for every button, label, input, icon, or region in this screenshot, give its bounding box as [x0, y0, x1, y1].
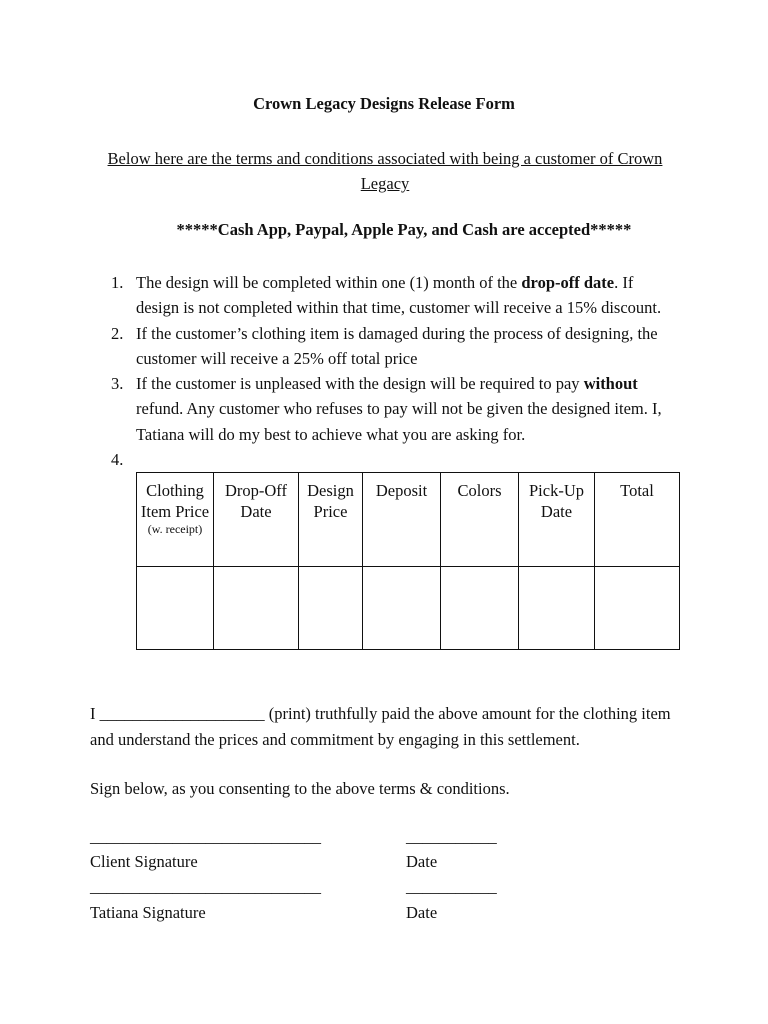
sign-instruction: Sign below, as you consenting to the above terms & conditions.	[90, 779, 510, 798]
column-header-label: Clothing Item Price	[140, 481, 210, 521]
tatiana-date-label: Date	[406, 903, 438, 922]
column-header-label: Drop-Off Date	[224, 481, 287, 521]
term-text: If the customer’s clothing item is damaged during the process of designing, the customer will receive a 25% off total price	[136, 323, 658, 368]
col-total	[595, 473, 680, 567]
acknowledgement-statement	[90, 701, 690, 752]
form-title: Crown Legacy Designs Release Form	[253, 94, 515, 113]
column-header-label: Deposit	[375, 481, 428, 500]
col-drop-off-date	[214, 473, 299, 567]
acknowledgement-text: (print) truthfully paid the above amount for the clothing item and understand the prices and commitment by engaging in this settlement.	[90, 704, 671, 749]
order-details-table	[136, 472, 680, 650]
table-cell-clothing-item-price[interactable]	[137, 567, 214, 650]
term-item	[111, 270, 676, 321]
column-header-label: Total	[620, 481, 654, 500]
payment-methods: *****Cash App, Paypal, Apple Pay, and Cash are accepted*****	[176, 220, 632, 239]
table-cell-drop-off-date[interactable]	[214, 567, 299, 650]
term-number: 2.	[111, 323, 124, 343]
col-design-price	[299, 473, 363, 567]
client-signature-label: Client Signature	[90, 852, 198, 871]
terms-list	[111, 270, 676, 472]
term-emphasis: drop-off date	[521, 273, 615, 292]
term-number: 1.	[111, 273, 124, 292]
table-header-row	[137, 473, 680, 567]
table-cell-total[interactable]	[595, 567, 680, 650]
term-item	[111, 447, 676, 472]
term-number: 3.	[111, 374, 124, 394]
col-deposit	[363, 473, 441, 567]
intro-text: Below here are the terms and conditions associated with being a customer of Crown Legacy	[107, 149, 663, 193]
column-header-label: Colors	[457, 481, 502, 500]
column-header-label: Pick-Up Date	[529, 481, 584, 521]
client-signature-line[interactable]: ____________________________	[90, 827, 321, 846]
term-text: refund. Any customer who refuses to pay will not be given the designed item. I, Tatiana will do my best to achieve what you are asking for.	[136, 399, 662, 444]
term-item	[111, 321, 676, 372]
table-row	[137, 567, 680, 650]
table-cell-design-price[interactable]	[299, 567, 363, 650]
table-cell-colors[interactable]	[441, 567, 519, 650]
term-emphasis: without	[583, 374, 638, 394]
client-date-line[interactable]: ___________	[406, 827, 497, 846]
term-text: . If design is not completed within that time, customer will receive a 15% discount.	[136, 273, 662, 318]
client-date-label: Date	[406, 852, 438, 871]
column-header-note: (w. receipt)	[147, 522, 203, 536]
term-text: The design will be completed within one (1) month of the	[136, 273, 522, 292]
tatiana-signature-line[interactable]: ____________________________	[90, 877, 321, 896]
tatiana-date-line[interactable]: ___________	[406, 877, 497, 896]
acknowledgement-prefix: I	[90, 704, 96, 723]
term-number: 4.	[111, 450, 124, 470]
col-pick-up-date	[519, 473, 595, 567]
column-header-label: Design Price	[307, 481, 354, 521]
table-cell-deposit[interactable]	[363, 567, 441, 650]
tatiana-signature-label: Tatiana Signature	[90, 903, 206, 922]
term-item	[111, 371, 676, 447]
print-name-blank[interactable]: ____________________	[99, 704, 265, 723]
col-colors	[441, 473, 519, 567]
term-text: If the customer is unpleased with the design will be required to pay	[136, 374, 584, 394]
table-cell-pick-up-date[interactable]	[519, 567, 595, 650]
col-clothing-item-price	[137, 473, 214, 567]
